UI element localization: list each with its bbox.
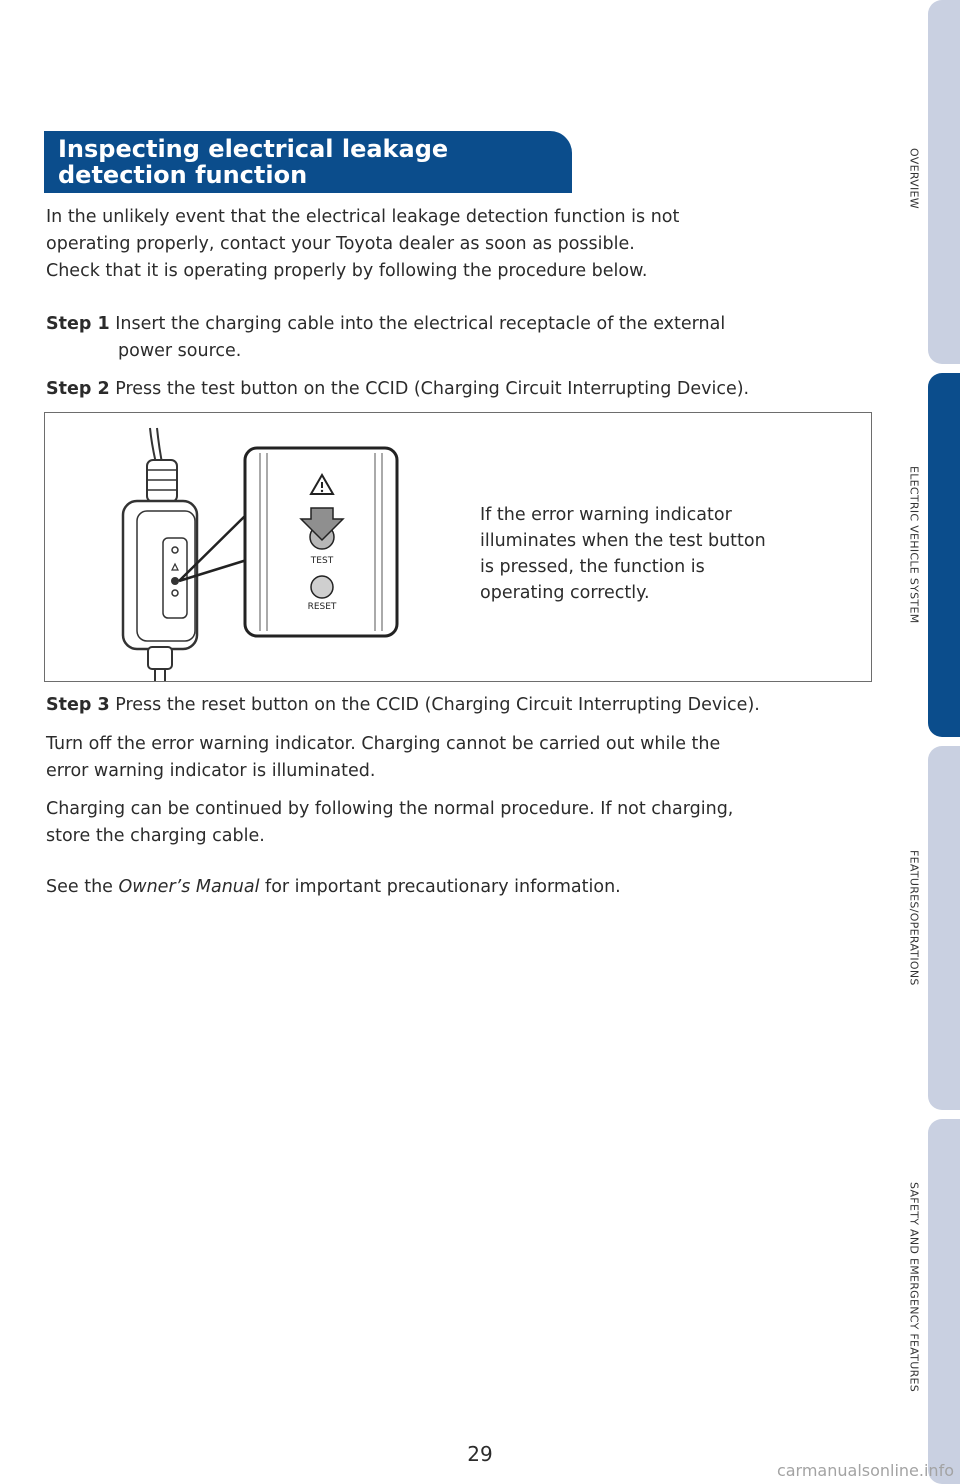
tab-label-electric-vehicle-system: ELECTRIC VEHICLE SYSTEM bbox=[907, 466, 921, 624]
step-label: Step 1 bbox=[46, 314, 110, 334]
callout-line: is pressed, the function is bbox=[480, 557, 705, 577]
test-label: TEST bbox=[310, 556, 334, 566]
ccid-figure bbox=[44, 412, 872, 682]
body-line: store the charging cable. bbox=[46, 826, 265, 846]
note-text: for important precautionary information. bbox=[259, 877, 621, 897]
step-text: Press the test button on the CCID (Charging Circuit Interrupting Device). bbox=[115, 379, 750, 399]
section-header bbox=[44, 131, 572, 193]
reset-label: RESET bbox=[307, 602, 337, 612]
step-text: Press the reset button on the CCID (Charging Circuit Interrupting Device). bbox=[115, 695, 760, 715]
intro-line: In the unlikely event that the electrical leakage detection function is not bbox=[46, 207, 680, 227]
step-1 bbox=[46, 311, 725, 338]
section-title-line1: Inspecting electrical leakage bbox=[58, 135, 449, 163]
owners-manual-note bbox=[46, 874, 621, 901]
tab-label-features-operations: FEATURES/OPERATIONS bbox=[907, 850, 921, 986]
tab-label-overview: OVERVIEW bbox=[907, 148, 921, 209]
callout-line: illuminates when the test button bbox=[480, 531, 766, 551]
owners-manual-title: Owner’s Manual bbox=[118, 877, 260, 897]
note-text: See the bbox=[46, 877, 119, 897]
intro-line: Check that it is operating properly by following the procedure below. bbox=[46, 261, 648, 281]
callout-line: operating correctly. bbox=[480, 583, 650, 603]
step-text: Insert the charging cable into the electrical receptacle of the external bbox=[115, 314, 726, 334]
tab-label-safety-emergency: SAFETY AND EMERGENCY FEATURES bbox=[907, 1182, 921, 1393]
section-title-line2: detection function bbox=[58, 161, 308, 189]
callout-line: If the error warning indicator bbox=[480, 505, 732, 525]
body-line: Charging can be continued by following the normal procedure. If not charging, bbox=[46, 799, 734, 819]
page-number: 29 bbox=[467, 1442, 493, 1466]
watermark: carmanualsonline.info bbox=[776, 1461, 954, 1480]
step-1-continued: power source. bbox=[118, 341, 242, 361]
intro-line: operating properly, contact your Toyota dealer as soon as possible. bbox=[46, 234, 635, 254]
step-3 bbox=[46, 692, 760, 719]
body-line: Turn off the error warning indicator. Charging cannot be carried out while the bbox=[46, 734, 721, 754]
body-line: error warning indicator is illuminated. bbox=[46, 761, 376, 781]
step-label: Step 3 bbox=[46, 695, 110, 715]
step-label: Step 2 bbox=[46, 379, 110, 399]
step-2 bbox=[46, 376, 749, 403]
figure-callout bbox=[480, 502, 766, 606]
